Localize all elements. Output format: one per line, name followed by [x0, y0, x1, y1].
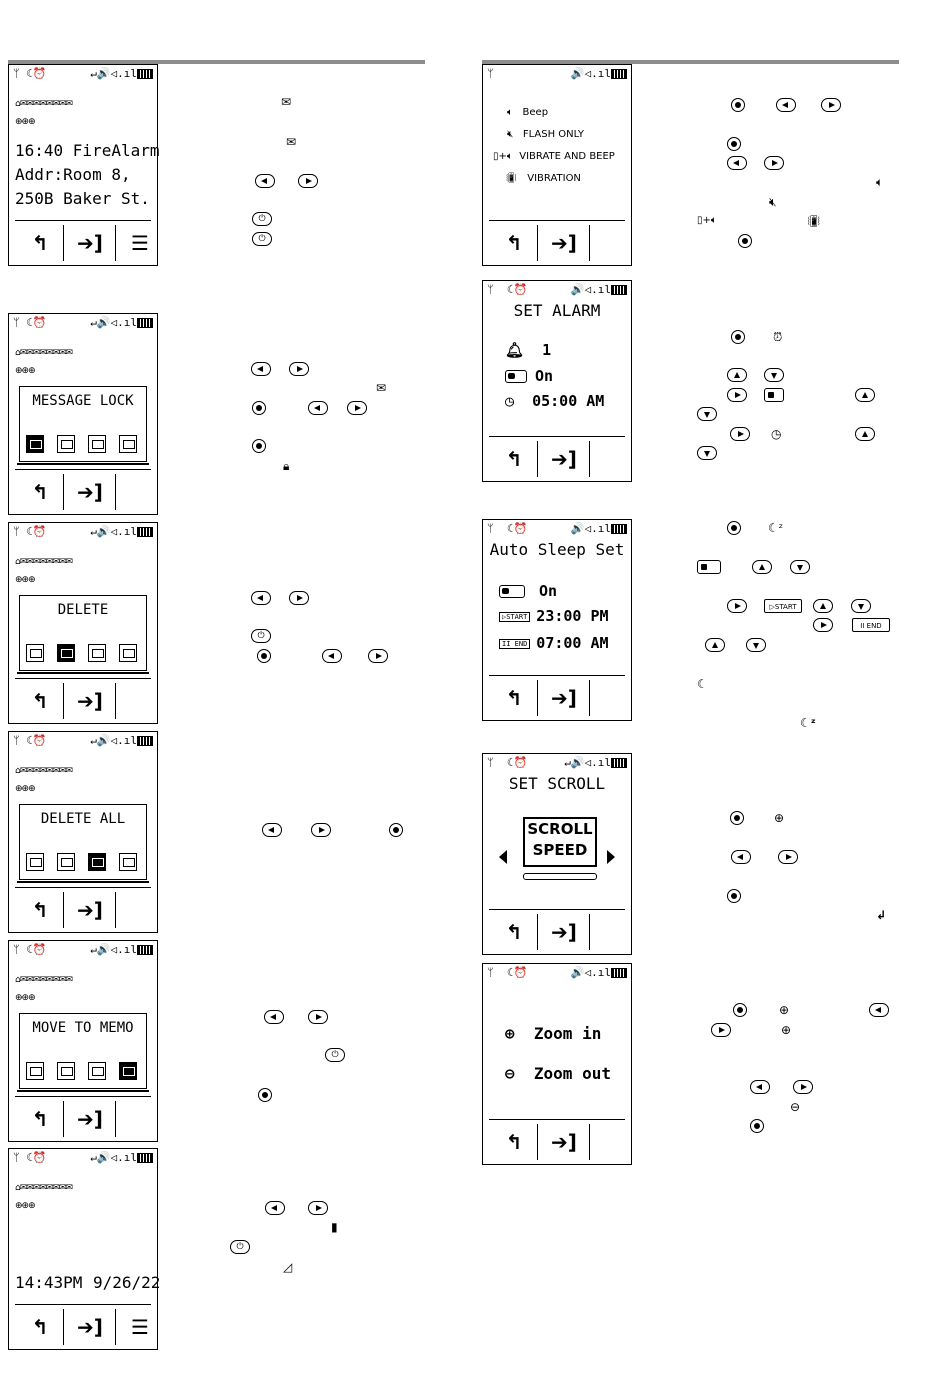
sound-item-flash[interactable]: 🔇︎ FLASH ONLY [507, 129, 585, 140]
right-key-icon [727, 599, 747, 613]
right-key-icon [308, 1201, 328, 1215]
screen-delete [8, 522, 158, 724]
left-key-icon [731, 850, 751, 864]
memo-icon: ▮ [331, 1220, 338, 1234]
battery-icon [611, 524, 627, 534]
battery-icon [137, 736, 153, 746]
power-key-icon [252, 212, 272, 226]
sound-item-vibrate-beep[interactable]: ▯+🔈︎ VIBRATE AND BEEP [493, 151, 615, 162]
popup-delete-all [19, 804, 147, 880]
ok-key-icon [731, 330, 745, 344]
lock-option-icon[interactable] [26, 644, 44, 662]
screen-set-scroll [482, 753, 632, 955]
popup-message-lock [19, 386, 147, 462]
down-key-icon [746, 638, 766, 652]
screen-zoom [482, 963, 632, 1165]
softkey-bar [489, 675, 625, 720]
power-key-icon [325, 1048, 345, 1062]
menu-icon[interactable]: ☰ [131, 1315, 149, 1339]
enter-icon[interactable]: ➔] [551, 447, 577, 471]
right-key-icon [289, 591, 309, 605]
speaker-icon: 🔈︎ [507, 107, 513, 118]
status-bar: ᛘ ☾⏰ ↵🔊◁.ıl [13, 316, 153, 330]
vibrate-beep-icon: ▯+🔈︎ [697, 215, 717, 226]
envelope-open-icon: ✉ [376, 381, 387, 395]
back-icon[interactable]: ↰ [31, 480, 49, 504]
left-key-icon [308, 401, 328, 415]
ok-key-icon [731, 98, 745, 112]
back-icon[interactable]: ↰ [31, 898, 49, 922]
down-key-icon [697, 446, 717, 460]
right-key-icon [311, 823, 331, 837]
status-bar: ᛘ ☾⏰ ↵🔊◁.ıl [13, 67, 153, 81]
mail-row2: ⊕⊕⊕ [15, 784, 35, 794]
ok-key-icon [733, 1003, 747, 1017]
back-icon[interactable]: ↰ [505, 1130, 523, 1154]
message-line-2: Addr:Room 8, [15, 165, 131, 184]
scroll-left-arrow-icon[interactable] [499, 850, 507, 864]
mail-row: ⌂✉✉✉✉✉✉✉✉ [15, 348, 73, 358]
delete-all-option-icon[interactable] [88, 644, 106, 662]
right-key-icon [821, 98, 841, 112]
message-line-3: 250B Baker St. [15, 189, 150, 208]
softkey-bar [489, 436, 625, 481]
envelope-open-icon: ✉ [286, 135, 297, 149]
down-key-icon [851, 599, 871, 613]
enter-icon[interactable]: ➔] [551, 920, 577, 944]
delete-all-option-icon[interactable] [88, 435, 106, 453]
mute-icon: 🔇︎ [769, 195, 777, 209]
battery-icon [137, 1153, 153, 1163]
screen-move-to-memo [8, 940, 158, 1142]
zoom-in-icon: ⊕ [505, 1024, 515, 1043]
left-key-icon [869, 1003, 889, 1017]
return-icon: ↲ [876, 908, 887, 922]
sleep-moon-icon: ☾ᶻ [800, 716, 816, 730]
mute-icon: 🔇︎ [507, 129, 514, 140]
move-option-icon[interactable] [119, 1062, 137, 1080]
left-key-icon [262, 823, 282, 837]
up-key-icon [727, 368, 747, 382]
down-key-icon [764, 368, 784, 382]
mail-row: ⌂✉✉✉✉✉✉✉✉ [15, 99, 73, 109]
corner-icon: ◿ [283, 1260, 293, 1274]
lock-option-icon[interactable] [26, 435, 44, 453]
sleep-end-row[interactable]: II END 07:00 AM [499, 634, 609, 652]
move-option-icon[interactable] [119, 435, 137, 453]
up-key-icon [705, 638, 725, 652]
lock-option-icon[interactable] [26, 1062, 44, 1080]
right-key-icon [368, 649, 388, 663]
delete-all-option-icon[interactable] [88, 853, 106, 871]
enter-icon[interactable]: ➔] [77, 480, 103, 504]
enter-icon[interactable]: ➔] [77, 689, 103, 713]
softkey-bar [489, 220, 625, 265]
status-bar: ᛘ ☾⏰ 🔊◁.ıl [487, 522, 627, 536]
battery-icon [611, 758, 627, 768]
ok-key-icon [750, 1119, 764, 1133]
status-bar: ᛘ ☾⏰ 🔊◁.ıl [487, 966, 627, 980]
mail-row2: ⊕⊕⊕ [15, 1201, 35, 1211]
toggle-icon [499, 585, 525, 598]
enter-icon[interactable]: ➔] [77, 1315, 103, 1339]
zoom-out-item[interactable]: ⊖ Zoom out [505, 1064, 611, 1083]
right-key-icon [764, 156, 784, 170]
envelope-icon: ✉ [281, 95, 292, 109]
up-key-icon [855, 388, 875, 402]
ok-key-icon [258, 1088, 272, 1102]
ok-key-icon [727, 521, 741, 535]
vibrate-icon: 📳︎ [505, 173, 518, 184]
lock-option-icon[interactable] [26, 853, 44, 871]
battery-icon [137, 318, 153, 328]
right-key-icon [308, 1010, 328, 1024]
popup-title: MOVE TO MEMO [32, 1020, 134, 1036]
enter-icon[interactable]: ➔] [77, 898, 103, 922]
power-key-icon [230, 1240, 250, 1254]
clock-icon: ◷ [505, 392, 515, 410]
scroll-speed-box: SCROLL SPEED [523, 817, 597, 867]
popup-move-to-memo [19, 1013, 147, 1089]
battery-icon [137, 945, 153, 955]
lock-icon: 🔒︎ [283, 459, 290, 473]
screen-auto-sleep [482, 519, 632, 721]
right-key-icon [730, 427, 750, 441]
message-line-1: 16:40 FireAlarm [15, 141, 160, 160]
softkey-bar [15, 887, 151, 932]
right-key-icon [778, 850, 798, 864]
softkey-bar [489, 1119, 625, 1164]
speaker-icon: 🔈︎ [876, 175, 884, 189]
enter-icon[interactable]: ➔] [77, 231, 103, 255]
vibrate-icon: 📳︎ [806, 214, 822, 228]
scroll-right-arrow-icon[interactable] [607, 850, 615, 864]
enter-icon[interactable]: ➔] [551, 686, 577, 710]
status-bar: ᛘ ☾⏰ ↵🔊◁.ıl [13, 943, 153, 957]
move-option-icon[interactable] [119, 644, 137, 662]
start-tag-icon: ▷START [499, 612, 530, 622]
alarm-title: SET ALARM [513, 301, 601, 320]
popup-title: DELETE [57, 602, 109, 618]
zoom-out-icon: ⊖ [790, 1100, 801, 1114]
back-icon[interactable]: ↰ [31, 231, 49, 255]
enter-icon[interactable]: ➔] [77, 1107, 103, 1131]
ok-key-icon [730, 811, 744, 825]
end-tag-icon: II END [852, 618, 890, 632]
softkey-bar [15, 678, 151, 723]
up-key-icon [813, 599, 833, 613]
screen-sound-mode [482, 64, 632, 266]
mail-row2: ⊕⊕⊕ [15, 366, 35, 376]
ok-key-icon [727, 889, 741, 903]
ok-key-icon [389, 823, 403, 837]
alarm-bell-icon: 🔔︎ [505, 341, 525, 359]
back-icon[interactable]: ↰ [505, 920, 523, 944]
softkey-bar [15, 1096, 151, 1141]
status-bar: ᛘ ☾⏰ ↵🔊◁.ıl [487, 756, 627, 770]
delete-option-icon[interactable] [57, 1062, 75, 1080]
toggle-icon [505, 370, 527, 383]
screen-clock [8, 1148, 161, 1350]
left-key-icon [251, 362, 271, 376]
right-key-icon [298, 174, 318, 188]
mail-row2: ⊕⊕⊕ [15, 993, 35, 1003]
zoom-in-icon: ⊕ [781, 1023, 792, 1037]
clock-date: 9/26/22 [93, 1273, 161, 1292]
power-key-icon [251, 629, 271, 643]
mail-row2: ⊕⊕⊕ [15, 575, 35, 585]
battery-icon [611, 69, 627, 79]
status-bar: ᛘ ☾⏰ 🔊◁.ıl [487, 283, 627, 297]
ok-key-icon [738, 234, 752, 248]
right-key-icon [813, 618, 833, 632]
left-key-icon [265, 1201, 285, 1215]
delete-option-icon[interactable] [57, 644, 75, 662]
start-tag-icon: ▷START [764, 599, 802, 613]
battery-icon [137, 527, 153, 537]
sound-item-vibration[interactable]: 📳︎ VIBRATION [505, 173, 581, 184]
right-key-icon [711, 1023, 731, 1037]
sleep-start-row[interactable]: ▷START 23:00 PM [499, 607, 609, 625]
softkey-bar [489, 909, 625, 954]
menu-icon[interactable]: ☰ [131, 231, 149, 255]
popup-delete [19, 595, 147, 671]
sleep-moon-icon: ☾ᶻ [768, 521, 784, 535]
power-key-icon [252, 232, 272, 246]
softkey-bar [15, 220, 151, 265]
screen-set-alarm [482, 280, 632, 482]
status-bar: ᛘ ☾⏰ ↵🔊◁.ıl [13, 1151, 153, 1165]
ok-key-icon [252, 401, 266, 415]
back-icon[interactable]: ↰ [505, 447, 523, 471]
status-bar: ᛘ ☾⏰ ↵🔊◁.ıl [13, 525, 153, 539]
mail-row: ⌂✉✉✉✉✉✉✉✉ [15, 975, 73, 985]
down-key-icon [697, 407, 717, 421]
scroll-down-icon: ⊕ [774, 811, 785, 825]
vibrate-beep-icon: ▯+🔈︎ [493, 151, 513, 162]
back-icon[interactable]: ↰ [31, 689, 49, 713]
alarm-state-row[interactable]: On [505, 367, 553, 385]
left-key-icon [255, 174, 275, 188]
status-bar: ᛘ 🔊◁.ıl [487, 67, 627, 81]
popup-title: MESSAGE LOCK [32, 393, 134, 409]
scroll-title: SET SCROLL [508, 774, 606, 793]
battery-icon [137, 69, 153, 79]
back-icon[interactable]: ↰ [31, 1107, 49, 1131]
right-key-icon [727, 388, 747, 402]
mail-row: ⌂✉✉✉✉✉✉✉✉ [15, 766, 73, 776]
clock-time: 14:43PM [15, 1273, 83, 1292]
screen-message [8, 64, 158, 266]
right-key-icon [289, 362, 309, 376]
sound-item-beep[interactable]: 🔈︎ Beep [507, 107, 549, 118]
mail-row: ⌂✉✉✉✉✉✉✉✉ [15, 1183, 73, 1193]
toggle-icon [764, 388, 784, 402]
enter-icon[interactable]: ➔] [551, 231, 577, 255]
zoom-out-icon: ⊖ [505, 1064, 515, 1083]
delete-option-icon[interactable] [57, 435, 75, 453]
enter-icon[interactable]: ➔] [551, 1130, 577, 1154]
zoom-in-icon: ⊕ [779, 1003, 790, 1017]
sleep-title: Auto Sleep Set [489, 540, 625, 559]
down-key-icon [790, 560, 810, 574]
ok-key-icon [252, 439, 266, 453]
left-key-icon [264, 1010, 284, 1024]
up-key-icon [855, 427, 875, 441]
alarm-number-row[interactable]: 🔔︎ 1 [505, 341, 552, 359]
back-icon[interactable]: ↰ [505, 231, 523, 255]
battery-icon [611, 968, 627, 978]
sleep-state-row[interactable]: On [499, 582, 557, 600]
back-icon[interactable]: ↰ [31, 1315, 49, 1339]
softkey-bar [15, 1304, 151, 1349]
scroll-speed-bar [523, 873, 597, 880]
mail-row2: ⊕⊕⊕ [15, 117, 35, 127]
left-key-icon [322, 649, 342, 663]
mail-row: ⌂✉✉✉✉✉✉✉✉ [15, 557, 73, 567]
delete-all-option-icon[interactable] [88, 1062, 106, 1080]
back-icon[interactable]: ↰ [505, 686, 523, 710]
alarm-time-row[interactable]: ◷ 05:00 AM [505, 392, 605, 410]
move-option-icon[interactable] [119, 853, 137, 871]
battery-icon [611, 285, 627, 295]
moon-icon: ☾ [697, 677, 708, 691]
up-key-icon [752, 560, 772, 574]
status-bar: ᛘ ☾⏰ ↵🔊◁.ıl [13, 734, 153, 748]
zoom-in-item[interactable]: ⊕ Zoom in [505, 1024, 602, 1043]
toggle-icon [697, 560, 721, 574]
ok-key-icon [257, 649, 271, 663]
clock-icon: ◷ [771, 427, 782, 441]
right-key-icon [793, 1080, 813, 1094]
left-key-icon [251, 591, 271, 605]
screen-delete-all [8, 731, 158, 933]
right-key-icon [347, 401, 367, 415]
ok-key-icon [727, 137, 741, 151]
left-key-icon [776, 98, 796, 112]
left-key-icon [727, 156, 747, 170]
alarm-clock-icon: ⏰︎ [773, 330, 783, 344]
end-tag-icon: II END [499, 639, 530, 649]
softkey-bar [15, 469, 151, 514]
screen-message-lock [8, 313, 158, 515]
popup-title: DELETE ALL [40, 811, 126, 827]
left-key-icon [750, 1080, 770, 1094]
delete-option-icon[interactable] [57, 853, 75, 871]
